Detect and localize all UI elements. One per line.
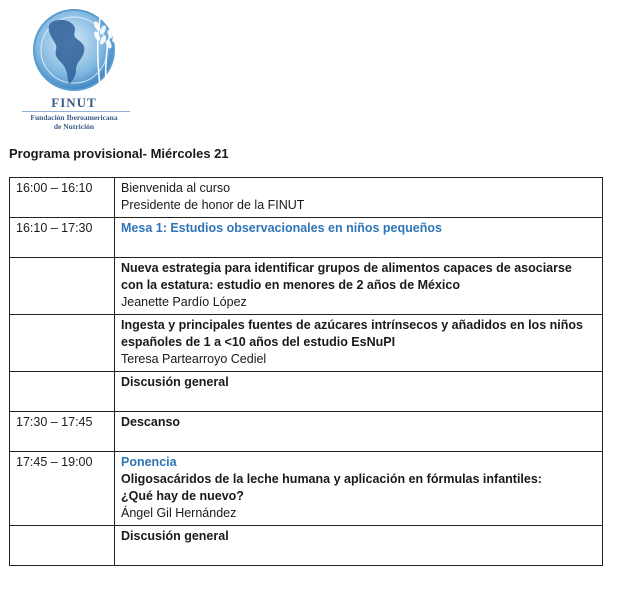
honor-president-text: Presidente de honor de la FINUT <box>121 198 305 212</box>
break-label: Descanso <box>121 415 181 429</box>
talk-title: Nueva estrategia para identificar grupos de alimentos capaces de asociarse con la estatura: estudio en menores de 2 años de México <box>121 261 572 292</box>
time-cell <box>10 258 115 315</box>
content-cell <box>115 258 603 315</box>
table-row <box>10 258 603 315</box>
logo-name: FINUT <box>51 95 97 110</box>
program-title: Programa provisional- Miércoles 21 <box>9 146 229 161</box>
time-cell: 16:00 – 16:10 <box>10 178 115 218</box>
table-row <box>10 218 603 258</box>
welcome-text: Bienvenida al curso <box>121 181 231 195</box>
content-cell <box>115 315 603 372</box>
speaker-name: Teresa Partearroyo Cediel <box>121 352 267 366</box>
content-cell <box>115 218 603 258</box>
logo-subtitle-line2: de Nutrición <box>53 122 95 131</box>
content-cell <box>115 526 603 566</box>
discussion-label: Discusión general <box>121 529 229 543</box>
session-heading: Mesa 1: Estudios observacionales en niños pequeños <box>121 221 442 235</box>
session-heading: Ponencia <box>121 455 177 469</box>
globe-wheat-icon <box>14 4 134 96</box>
time-cell: 17:30 – 17:45 <box>10 412 115 452</box>
schedule-table <box>9 177 603 566</box>
logo-subtitle <box>14 113 134 131</box>
table-row <box>10 178 603 218</box>
finut-logo <box>14 4 134 134</box>
time-cell <box>10 372 115 412</box>
logo-divider <box>22 111 130 112</box>
content-cell <box>115 372 603 412</box>
table-row <box>10 526 603 566</box>
talk-title: Ingesta y principales fuentes de azúcares intrínsecos y añadidos en los niños españoles de 1 a <10 años del estudio EsNuPI <box>121 318 583 349</box>
speaker-name: Jeanette Pardío López <box>121 295 247 309</box>
content-cell <box>115 452 603 526</box>
table-row <box>10 452 603 526</box>
table-row <box>10 315 603 372</box>
talk-title-line2: ¿Qué hay de nuevo? <box>121 489 244 503</box>
table-row <box>10 372 603 412</box>
content-cell <box>115 178 603 218</box>
time-cell: 16:10 – 17:30 <box>10 218 115 258</box>
talk-title-line1: Oligosacáridos de la leche humana y aplicación en fórmulas infantiles: <box>121 472 542 486</box>
time-cell <box>10 526 115 566</box>
logo-subtitle-line1: Fundación Iberoamericana <box>30 113 118 122</box>
table-row <box>10 412 603 452</box>
speaker-name: Ángel Gil Hernández <box>121 506 237 520</box>
time-cell <box>10 315 115 372</box>
time-cell: 17:45 – 19:00 <box>10 452 115 526</box>
content-cell <box>115 412 603 452</box>
discussion-label: Discusión general <box>121 375 229 389</box>
